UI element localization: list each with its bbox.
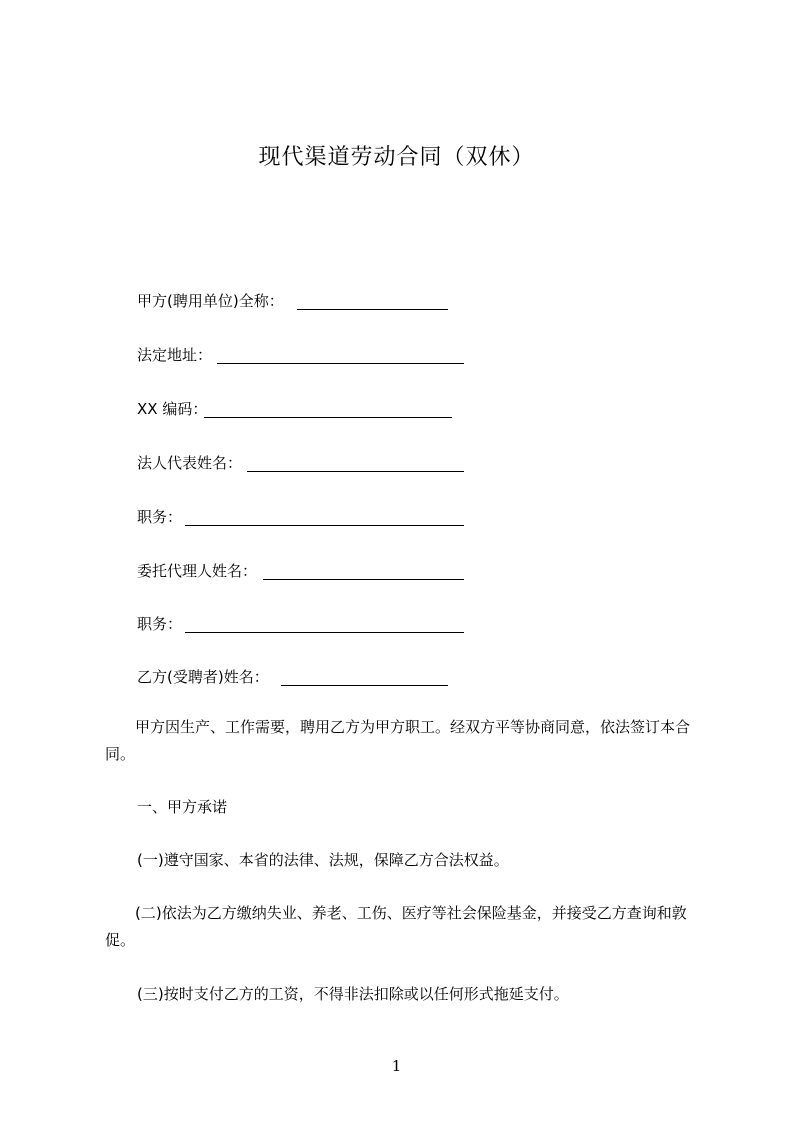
party-a-name-field [137,291,450,311]
legal-address-blank [217,363,464,364]
party-b-name-field [137,667,450,687]
clause-1: (一)遵守国家、本省的法律、法规，保障乙方合法权益。 [137,851,509,869]
legal-address-field [137,345,465,365]
postal-code-blank [204,417,452,418]
legal-rep-name-label: 法人代表姓名： [137,454,243,472]
legal-rep-name-field [137,453,465,473]
party-a-name-label: 甲方(聘用单位)全称： [137,292,284,310]
page-number: 1 [391,1057,402,1075]
legal-rep-name-blank [247,471,464,472]
clause-3: (三)按时支付乙方的工资，不得非法扣除或以任何形式拖延支付。 [137,985,569,1003]
agent-position-field [137,614,465,634]
document-title: 现代渠道劳动合同（双休） [258,145,535,170]
legal-rep-position-blank [185,525,464,526]
clause-2: (二)依法为乙方缴纳失业、养老、工伤、医疗等社会保险基金，并接受乙方查询和敦促。 [105,904,687,949]
agent-position-blank [185,632,464,633]
party-a-name-blank [297,309,448,310]
party-b-name-blank [281,685,448,686]
agent-name-field [137,561,465,581]
legal-rep-position-field [137,507,465,527]
agent-position-label: 职务： [137,615,183,633]
postal-code-field [137,399,453,419]
intro-paragraph: 甲方因生产、工作需要，聘用乙方为甲方职工。经双方平等协商同意，依法签订本合同。 [105,718,691,763]
agent-name-label: 委托代理人姓名： [137,562,258,580]
agent-name-blank [263,579,464,580]
party-b-name-label: 乙方(受聘者)姓名： [137,668,269,686]
legal-address-label: 法定地址： [137,346,213,364]
legal-rep-position-label: 职务： [137,508,183,526]
section-heading: 一、甲方承诺 [137,798,228,816]
postal-code-label: XX 编码： [137,400,208,418]
